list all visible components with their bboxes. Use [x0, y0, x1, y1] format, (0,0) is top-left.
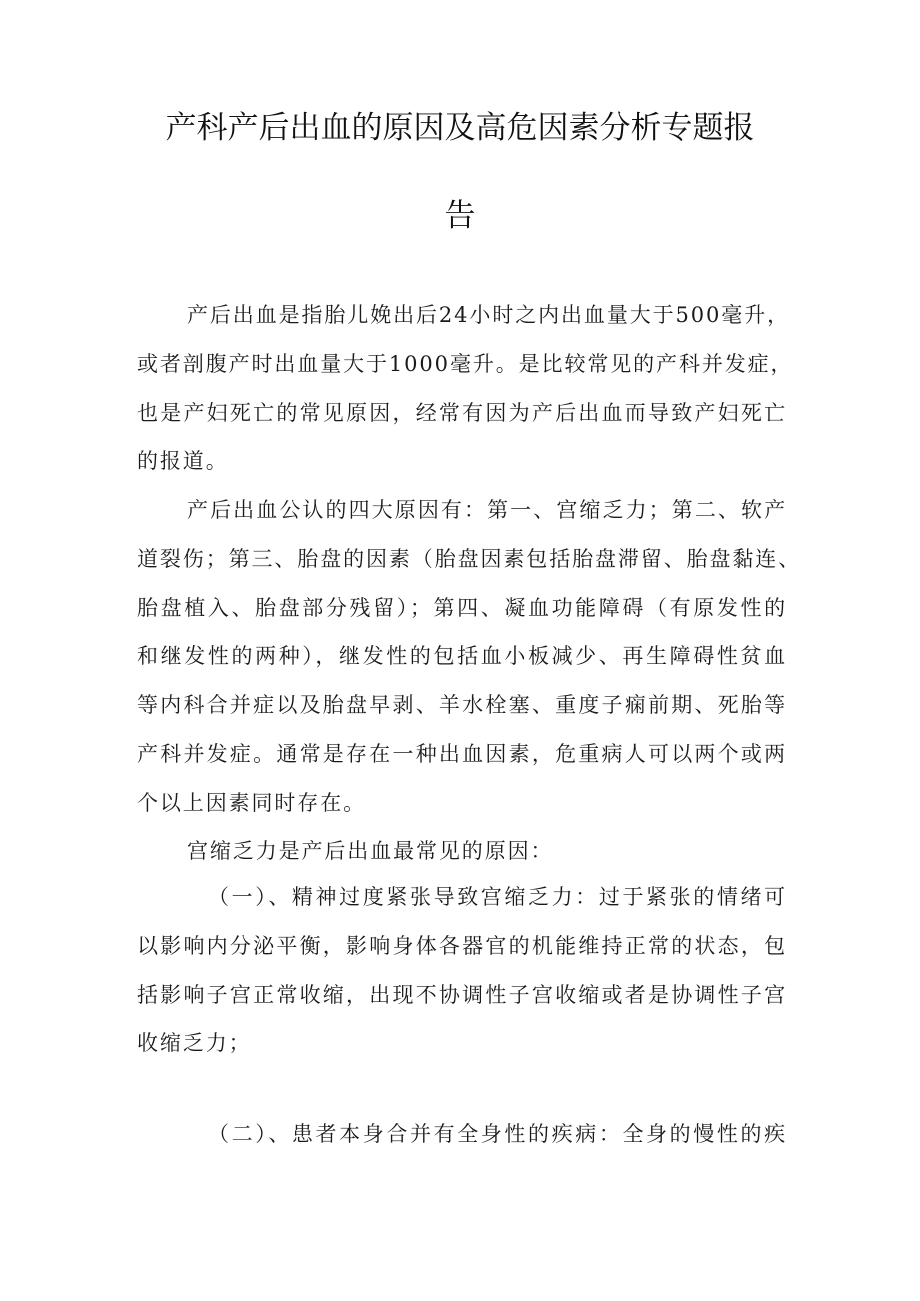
paragraph-3: [137, 827, 787, 876]
paragraph-line: （二）、患者本身合并有全身性的疾病：全身的慢性的疾: [208, 1122, 787, 1146]
paragraph-5: [137, 1110, 787, 1159]
paragraph-line: 或者剖腹产时出血量大于1000毫升。是比较常见的产科并发症，: [137, 351, 794, 376]
paragraph-2: [137, 486, 802, 828]
paragraph-1: [137, 291, 794, 486]
paragraph-line: 产后出血是指胎儿娩出后24小时之内出血量大于500毫升，: [187, 303, 791, 327]
document-title-line-2: 告: [444, 198, 476, 234]
paragraph-line: 等内科合并症以及胎盘早剥、羊水栓塞、重度子痫前期、死胎等: [137, 693, 787, 718]
paragraph-line: 收缩乏力；: [137, 1031, 252, 1056]
paragraph-4: [137, 873, 787, 1068]
paragraph-line: 以影响内分泌平衡，影响身体各器官的机能维持正常的状态，包: [137, 933, 787, 958]
paragraph-line: 个以上因素同时存在。: [137, 790, 366, 815]
paragraph-line: 的报道。: [137, 449, 229, 474]
paragraph-line: （一）、精神过度紧张导致宫缩乏力：过于紧张的情绪可: [208, 885, 787, 909]
paragraph-line: 胎盘植入、胎盘部分残留）；第四、凝血功能障碍（有原发性的: [137, 595, 787, 620]
paragraph-line: 和继发性的两种），继发性的包括血小板减少、再生障碍性贫血: [137, 644, 787, 669]
paragraph-line: 产后出血公认的四大原因有：第一、宫缩乏力；第二、软产: [187, 498, 787, 522]
paragraph-line: 也是产妇死亡的常见原因，经常有因为产后出血而导致产妇死亡: [137, 400, 787, 425]
paragraph-line: 括影响子宫正常收缩，出现不协调性子宫收缩或者是协调性子宫: [137, 982, 787, 1007]
paragraph-line: 宫缩乏力是产后出血最常见的原因：: [187, 839, 554, 863]
document-title-line-1: 产科产后出血的原因及高危因素分析专题报: [165, 110, 755, 146]
paragraph-line: 产科并发症。通常是存在一种出血因素，危重病人可以两个或两: [137, 741, 787, 766]
paragraph-line: 道裂伤；第三、胎盘的因素（胎盘因素包括胎盘滞留、胎盘黏连、: [137, 546, 802, 571]
